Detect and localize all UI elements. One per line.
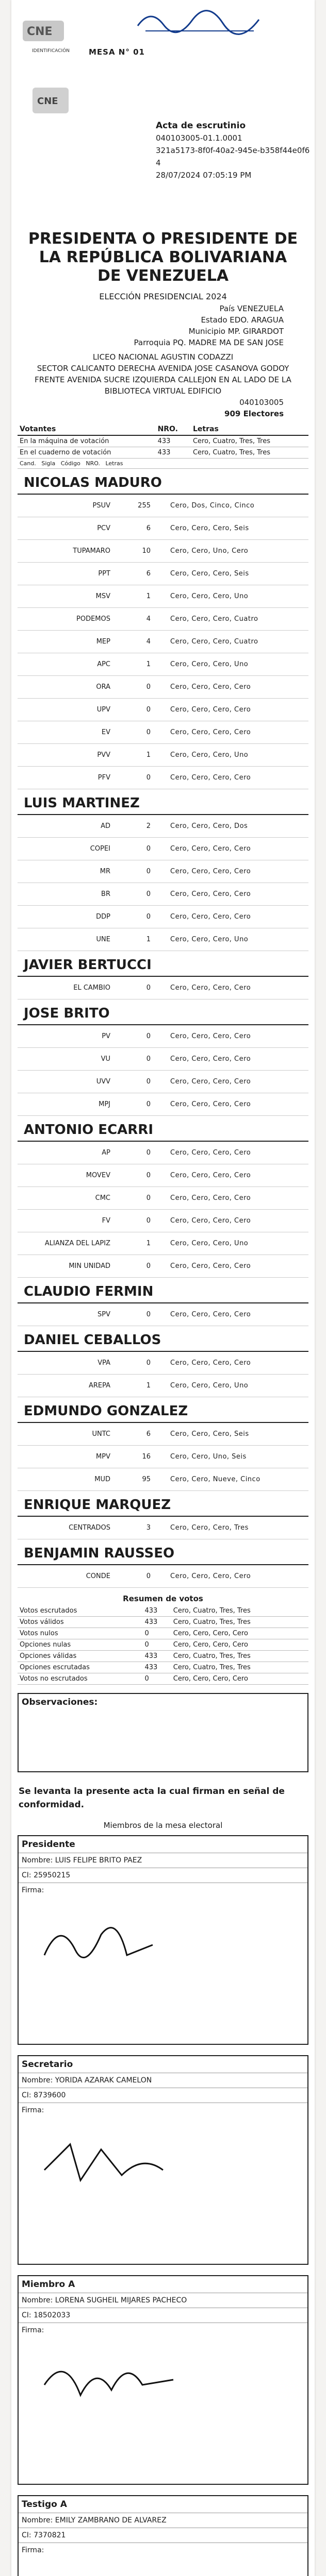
party-votes: 0 — [146, 913, 151, 921]
party-sigla: UNE — [96, 936, 110, 943]
party-sigla: FV — [102, 1217, 110, 1225]
party-votes: 0 — [146, 1078, 151, 1086]
party-votes-letters: Cero, Cero, Uno, Seis — [170, 1453, 247, 1461]
party-votes: 0 — [146, 868, 151, 875]
member-name: Nombre: LORENA SUGHEIL MIJARES PACHECO — [19, 2293, 307, 2308]
party-votes-letters: Cero, Cero, Cero, Cero — [170, 1055, 251, 1063]
party-sigla: PCV — [97, 524, 110, 532]
party-row — [18, 721, 308, 744]
handwritten-signature-icon — [39, 2574, 194, 2576]
identification-label: IDENTIFICACIÓN — [32, 48, 70, 54]
location-liceo: LICEO NACIONAL AGUSTIN CODAZZI — [92, 352, 234, 362]
location-estado: Estado EDO. ARAGUA — [201, 315, 284, 325]
party-sigla: MSV — [95, 592, 110, 600]
party-row — [18, 906, 308, 928]
party-votes: 0 — [146, 1100, 151, 1108]
party-votes-letters: Cero, Cero, Cero, Cero — [170, 683, 251, 691]
summary-num: 433 — [142, 1662, 171, 1673]
summary-row — [18, 1605, 308, 1617]
svg-text:CNE: CNE — [27, 25, 53, 38]
party-votes-letters: Cero, Cero, Cero, Cero — [170, 1149, 251, 1157]
member-name: Nombre: EMILY ZAMBRANO DE ALVAREZ — [19, 2513, 307, 2528]
summary-label: Votos nulos — [18, 1628, 142, 1639]
location-sector: SECTOR CALICANTO DERECHA AVENIDA JOSE CASANOVA GODOY FRENTE AVENIDA SUCRE IZQUIERDA CALLEJON EN AL LADO DE LA BIBLIOTECA VIRTUAL EDIFICIO — [35, 364, 291, 396]
party-votes: 0 — [146, 1311, 151, 1318]
party-sigla: AP — [102, 1149, 110, 1157]
party-votes: 255 — [138, 502, 151, 510]
party-sigla: SPV — [97, 1311, 110, 1318]
header — [11, 0, 315, 227]
party-sigla: MOVEV — [86, 1172, 110, 1179]
party-sigla: UPV — [96, 706, 110, 714]
observaciones-label: Observaciones: — [22, 1697, 98, 1707]
summary-row — [18, 1628, 308, 1639]
election-name: ELECCIÓN PRESIDENCIAL 2024 — [99, 292, 227, 301]
party-sigla: MUD — [94, 1476, 110, 1483]
candidate-name: ENRIQUE MARQUEZ — [18, 1491, 308, 1517]
votantes-col-header: Votantes — [18, 423, 156, 435]
mesa-number: MESA N° 01 — [89, 47, 145, 57]
location-municipio: Municipio MP. GIRARDOT — [188, 327, 284, 336]
party-votes-letters: Cero, Cero, Cero, Cuatro — [170, 615, 258, 623]
row-letters: Cero, Cuatro, Tres, Tres — [191, 435, 308, 447]
party-votes-letters: Cero, Dos, Cinco, Cinco — [170, 502, 255, 510]
party-row — [18, 1048, 308, 1071]
summary-letters: Cero, Cuatro, Tres, Tres — [171, 1617, 308, 1628]
party-sigla: PV — [102, 1032, 110, 1040]
party-row — [18, 631, 308, 653]
party-row — [18, 495, 308, 517]
party-votes: 0 — [146, 728, 151, 736]
subheader-cand: Cand. — [20, 460, 36, 467]
party-row — [18, 815, 308, 838]
row-label: En la máquina de votación — [18, 435, 156, 447]
subheader-codigo: Código — [60, 460, 80, 467]
party-row — [18, 1352, 308, 1375]
members-section — [11, 1835, 315, 2576]
party-sigla: CENTRADOS — [69, 1524, 110, 1532]
party-sigla: UNTC — [92, 1430, 110, 1438]
member-signature-area — [19, 2103, 307, 2264]
party-votes: 0 — [146, 984, 151, 992]
party-row — [18, 1446, 308, 1468]
party-votes: 10 — [142, 547, 151, 555]
party-row — [18, 1071, 308, 1093]
summary-label: Votos escrutados — [18, 1605, 142, 1617]
member-card — [18, 2275, 308, 2485]
party-votes: 1 — [146, 592, 151, 600]
summary-letters: Cero, Cuatro, Tres, Tres — [171, 1605, 308, 1617]
party-votes: 2 — [146, 822, 151, 830]
party-votes: 6 — [146, 524, 151, 532]
party-votes-letters: Cero, Cero, Cero, Cero — [170, 1194, 251, 1202]
party-votes-letters: Cero, Cero, Cero, Cero — [170, 890, 251, 898]
summary-label: Opciones nulas — [18, 1639, 142, 1651]
party-sigla: TUPAMARO — [73, 547, 110, 555]
party-row — [18, 744, 308, 767]
electores-count: 909 Electores — [224, 409, 284, 418]
party-row — [18, 1468, 308, 1491]
party-row — [18, 676, 308, 699]
votantes-row — [18, 435, 308, 447]
member-role: Presidente — [19, 1836, 307, 1853]
party-row — [18, 517, 308, 540]
members-title: Miembros de la mesa electoral — [103, 1821, 223, 1830]
election-title-block — [11, 230, 315, 303]
party-votes: 16 — [142, 1453, 151, 1461]
firma-label: Firma: — [22, 2106, 44, 2114]
summary-label: Opciones válidas — [18, 1651, 142, 1662]
party-votes-letters: Cero, Cero, Cero, Cero — [170, 728, 251, 736]
party-row — [18, 653, 308, 676]
firma-label: Firma: — [22, 2326, 44, 2334]
summary-letters: Cero, Cero, Cero, Cero — [171, 1673, 308, 1685]
party-votes: 4 — [146, 638, 151, 646]
party-votes-letters: Cero, Cero, Cero, Tres — [170, 1524, 249, 1532]
party-sigla: AD — [101, 822, 110, 830]
party-votes: 0 — [146, 1149, 151, 1157]
party-row — [18, 699, 308, 721]
summary-table — [18, 1605, 308, 1685]
summary-num: 0 — [142, 1639, 171, 1651]
party-votes: 0 — [146, 683, 151, 691]
party-votes: 1 — [146, 1240, 151, 1247]
summary-row — [18, 1651, 308, 1662]
party-votes: 0 — [146, 1217, 151, 1225]
party-votes: 4 — [146, 615, 151, 623]
nro-col-header: NRO. — [156, 423, 191, 435]
party-row — [18, 1210, 308, 1232]
party-sigla: CMC — [95, 1194, 110, 1202]
cne-emblem-icon — [30, 82, 71, 118]
closing-note: Se levanta la presente acta la cual firman en señal de conformidad. — [19, 1786, 285, 1810]
party-sigla: EL CAMBIO — [73, 984, 110, 992]
summary-label: Votos válidos — [18, 1617, 142, 1628]
summary-num: 0 — [142, 1673, 171, 1685]
party-votes-letters: Cero, Cero, Cero, Uno — [170, 1382, 249, 1389]
party-sigla: COPEI — [90, 845, 110, 853]
votantes-header-row — [18, 423, 308, 435]
candidate-name: LUIS MARTINEZ — [18, 789, 308, 815]
party-row — [18, 1164, 308, 1187]
party-votes-letters: Cero, Cero, Cero, Cero — [170, 1572, 251, 1580]
party-votes: 0 — [146, 1172, 151, 1179]
party-votes: 95 — [142, 1476, 151, 1483]
party-votes-letters: Cero, Cero, Cero, Cero — [170, 1359, 251, 1367]
party-votes-letters: Cero, Cero, Cero, Cero — [170, 1217, 251, 1225]
location-block — [11, 303, 315, 419]
party-row — [18, 1303, 308, 1326]
party-row — [18, 1375, 308, 1397]
party-sigla: VPA — [97, 1359, 110, 1367]
party-sigla: DDP — [96, 913, 110, 921]
handwritten-signature-icon — [39, 2354, 194, 2436]
party-sigla: AREPA — [88, 1382, 110, 1389]
party-row — [18, 1517, 308, 1539]
row-num: 433 — [156, 435, 191, 447]
member-role: Miembro A — [19, 2276, 307, 2293]
summary-label: Votos no escrutados — [18, 1673, 142, 1685]
party-votes-letters: Cero, Cero, Cero, Cero — [170, 1032, 251, 1040]
candidate-name: BENJAMIN RAUSSEO — [18, 1539, 308, 1565]
party-votes-letters: Cero, Cero, Cero, Dos — [170, 822, 248, 830]
party-votes-letters: Cero, Cero, Cero, Cero — [170, 1311, 251, 1318]
party-votes: 3 — [146, 1524, 151, 1532]
party-sigla: APC — [97, 660, 110, 668]
party-row — [18, 1025, 308, 1048]
party-votes: 6 — [146, 570, 151, 578]
member-ci: CI: 8739600 — [19, 2088, 307, 2103]
party-sigla: PODEMOS — [76, 615, 110, 623]
observaciones-box — [18, 1693, 308, 1772]
party-votes: 0 — [146, 1055, 151, 1063]
member-signature-area — [19, 1883, 307, 2044]
party-votes-letters: Cero, Cero, Cero, Cero — [170, 845, 251, 853]
handwritten-mesa-annotation — [135, 5, 269, 36]
party-votes: 0 — [146, 706, 151, 714]
party-votes: 0 — [146, 845, 151, 853]
party-votes-letters: Cero, Cero, Cero, Cero — [170, 1100, 251, 1108]
party-votes-letters: Cero, Cero, Cero, Cero — [170, 774, 251, 782]
party-votes-letters: Cero, Cero, Cero, Cero — [170, 984, 251, 992]
candidate-name: CLAUDIO FERMIN — [18, 1278, 308, 1303]
party-sigla: CONDE — [86, 1572, 110, 1580]
party-votes: 0 — [146, 890, 151, 898]
acta-code: 040103005-01.1.0001 — [156, 133, 242, 143]
party-votes-letters: Cero, Cero, Cero, Cero — [170, 706, 251, 714]
party-row — [18, 1423, 308, 1446]
party-votes-letters: Cero, Cero, Cero, Seis — [170, 570, 249, 578]
party-votes-letters: Cero, Cero, Cero, Seis — [170, 1430, 249, 1438]
party-row — [18, 977, 308, 999]
handwritten-signature-icon — [39, 2134, 194, 2216]
summary-num: 433 — [142, 1617, 171, 1628]
party-votes-letters: Cero, Cero, Cero, Cero — [170, 1262, 251, 1270]
party-sigla: MIN UNIDAD — [69, 1262, 110, 1270]
acta-datetime: 28/07/2024 07:05:19 PM — [156, 171, 252, 180]
summary-letters: Cero, Cero, Cero, Cero — [171, 1628, 308, 1639]
summary-num: 433 — [142, 1651, 171, 1662]
member-ci: CI: 25950215 — [19, 1868, 307, 1883]
party-row — [18, 585, 308, 608]
party-votes-letters: Cero, Cero, Uno, Cero — [170, 547, 249, 555]
party-row — [18, 838, 308, 860]
votantes-table — [18, 423, 308, 469]
letras-col-header: Letras — [191, 423, 308, 435]
center-code: 040103005 — [239, 398, 284, 407]
svg-text:CNE: CNE — [37, 96, 58, 107]
party-votes-letters: Cero, Cero, Cero, Cero — [170, 868, 251, 875]
party-row — [18, 1093, 308, 1116]
party-row — [18, 1232, 308, 1255]
subheader-nro: NRO. — [86, 460, 100, 467]
party-row — [18, 860, 308, 883]
party-votes: 0 — [146, 1572, 151, 1580]
election-title: PRESIDENTA O PRESIDENTE DE LA REPÚBLICA BOLIVARIANA DE VENEZUELA — [28, 230, 298, 285]
party-sigla: BR — [101, 890, 110, 898]
member-ci: CI: 7370821 — [19, 2528, 307, 2543]
member-card — [18, 2495, 308, 2576]
member-card — [18, 1835, 308, 2045]
party-row — [18, 1187, 308, 1210]
member-ci: CI: 18502033 — [19, 2308, 307, 2323]
candidate-name: NICOLAS MADURO — [18, 469, 308, 495]
votantes-row — [18, 447, 308, 459]
party-votes: 0 — [146, 1262, 151, 1270]
row-num: 433 — [156, 447, 191, 459]
party-votes: 0 — [146, 1194, 151, 1202]
party-votes-letters: Cero, Cero, Cero, Cero — [170, 913, 251, 921]
summary-letters: Cero, Cuatro, Tres, Tres — [171, 1662, 308, 1673]
firma-label: Firma: — [22, 1886, 44, 1894]
summary-title: Resumen de votos — [123, 1594, 203, 1603]
party-sigla: ORA — [96, 683, 110, 691]
location-parroquia: Parroquia PQ. MADRE MA DE SAN JOSE — [134, 338, 284, 347]
summary-letters: Cero, Cuatro, Tres, Tres — [171, 1651, 308, 1662]
party-votes-letters: Cero, Cero, Cero, Seis — [170, 524, 249, 532]
member-signature-area — [19, 2543, 307, 2576]
party-votes-letters: Cero, Cero, Cero, Uno — [170, 592, 249, 600]
summary-num: 0 — [142, 1628, 171, 1639]
acta-title: Acta de escrutinio — [156, 121, 246, 131]
party-votes-letters: Cero, Cero, Cero, Uno — [170, 751, 249, 759]
subheader-sigla: Sigla — [41, 460, 56, 467]
party-votes-letters: Cero, Cero, Cero, Uno — [170, 936, 249, 943]
summary-label: Opciones escrutadas — [18, 1662, 142, 1673]
summary-num: 433 — [142, 1605, 171, 1617]
party-sigla: VU — [101, 1055, 110, 1063]
party-row — [18, 883, 308, 906]
party-row — [18, 563, 308, 585]
party-votes-letters: Cero, Cero, Cero, Cero — [170, 1078, 251, 1086]
party-row — [18, 1565, 308, 1588]
summary-letters: Cero, Cero, Cero, Cero — [171, 1639, 308, 1651]
party-sigla: PFV — [97, 774, 110, 782]
party-votes-letters: Cero, Cero, Cero, Uno — [170, 1240, 249, 1247]
member-name: Nombre: LUIS FELIPE BRITO PAEZ — [19, 1853, 307, 1868]
summary-row — [18, 1673, 308, 1685]
acta-receipt — [11, 0, 315, 2576]
party-row — [18, 928, 308, 951]
party-votes-letters: Cero, Cero, Cero, Cuatro — [170, 638, 258, 646]
party-votes: 1 — [146, 751, 151, 759]
party-sigla: PVV — [97, 751, 110, 759]
party-sigla: UVV — [96, 1078, 110, 1086]
party-sigla: MR — [100, 868, 110, 875]
party-votes: 1 — [146, 1382, 151, 1389]
subheader-letras: Letras — [105, 460, 123, 467]
party-row — [18, 1255, 308, 1278]
summary-row — [18, 1639, 308, 1651]
party-row — [18, 540, 308, 563]
party-votes: 0 — [146, 774, 151, 782]
party-votes: 6 — [146, 1430, 151, 1438]
member-signature-area — [19, 2323, 307, 2484]
party-sigla: MEP — [96, 638, 110, 646]
party-row — [18, 608, 308, 631]
row-letters: Cero, Cuatro, Tres, Tres — [191, 447, 308, 459]
member-name: Nombre: YORIDA AZARAK CAMELON — [19, 2073, 307, 2088]
cand-subheader-row — [18, 459, 308, 469]
cne-logo-icon — [23, 15, 110, 46]
member-role: Secretario — [19, 2056, 307, 2073]
party-sigla: ALIANZA DEL LAPIZ — [44, 1240, 110, 1247]
party-votes-letters: Cero, Cero, Nueve, Cinco — [170, 1476, 260, 1483]
candidate-name: DANIEL CEBALLOS — [18, 1326, 308, 1352]
party-sigla: EV — [101, 728, 110, 736]
row-label: En el cuaderno de votación — [18, 447, 156, 459]
acta-hash: 321a5173-8f0f-40a2-945e-b358f44e0f64 — [156, 146, 310, 167]
party-sigla: PSUV — [92, 502, 110, 510]
handwritten-signature-icon — [39, 1914, 194, 1996]
candidate-name: JAVIER BERTUCCI — [18, 951, 308, 977]
party-sigla: MPV — [96, 1453, 110, 1461]
candidate-name: JOSE BRITO — [18, 999, 308, 1025]
party-votes: 1 — [146, 936, 151, 943]
acta-info — [156, 120, 311, 181]
party-votes: 0 — [146, 1359, 151, 1367]
summary-row — [18, 1617, 308, 1628]
party-votes: 1 — [146, 660, 151, 668]
member-role: Testigo A — [19, 2496, 307, 2513]
firma-label: Firma: — [22, 2546, 44, 2554]
candidates-section — [11, 469, 315, 1588]
party-votes-letters: Cero, Cero, Cero, Uno — [170, 660, 249, 668]
party-sigla: MPJ — [99, 1100, 110, 1108]
party-row — [18, 767, 308, 789]
party-row — [18, 1142, 308, 1164]
summary-row — [18, 1662, 308, 1673]
candidate-name: EDMUNDO GONZALEZ — [18, 1397, 308, 1423]
member-card — [18, 2055, 308, 2265]
party-votes: 0 — [146, 1032, 151, 1040]
party-sigla: PPT — [98, 570, 110, 578]
candidate-name: ANTONIO ECARRI — [18, 1116, 308, 1142]
party-votes-letters: Cero, Cero, Cero, Cero — [170, 1172, 251, 1179]
location-pais: País VENEZUELA — [219, 304, 284, 313]
